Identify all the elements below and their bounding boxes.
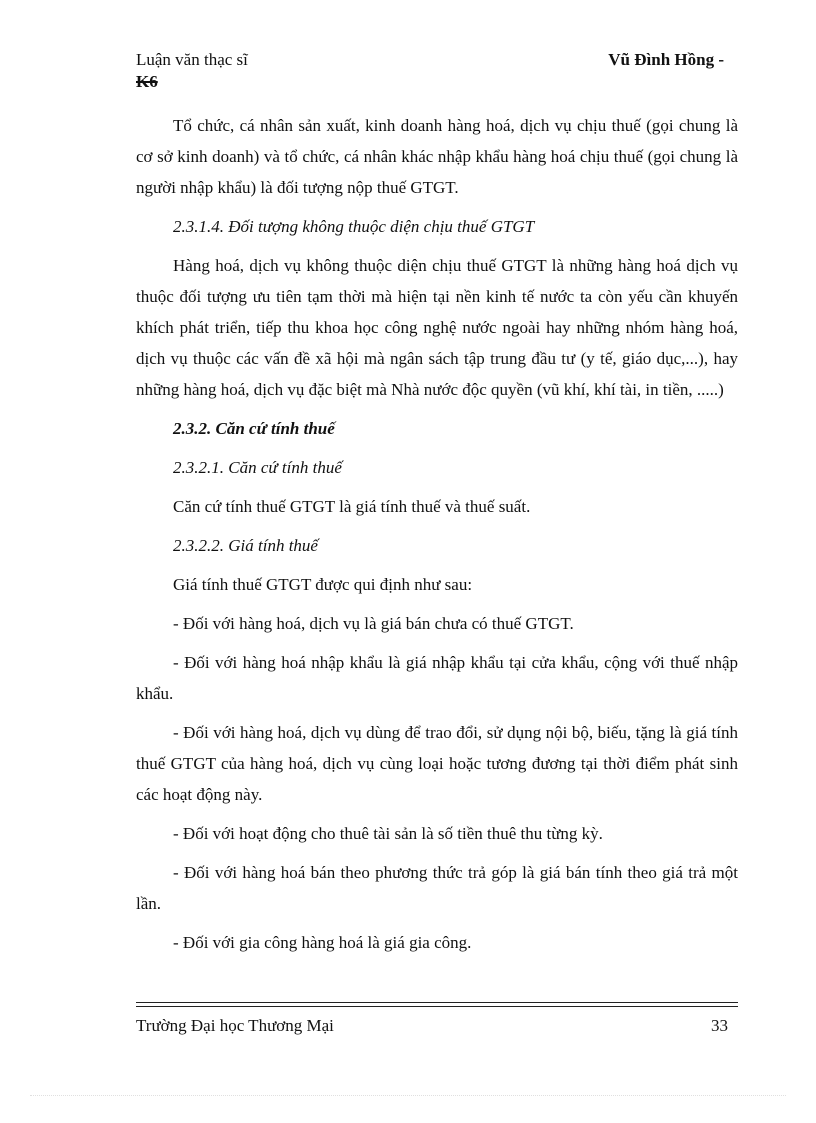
paragraph-taxpayers: Tổ chức, cá nhân sản xuất, kinh doanh hàng hoá, dịch vụ chịu thuế (gọi chung là cơ sở kinh doanh) và tổ chức, cá nhân khác nhập khẩu hàng hoá chịu thuế (gọi chung là người nhập khẩu) là đối tượng nộp thuế GTGT. (136, 116, 738, 197)
page-footer (136, 1015, 728, 1037)
heading-2-3-2-1: 2.3.2.1. Căn cứ tính thuế (173, 458, 342, 477)
page-number: 33 (711, 1016, 728, 1035)
paragraph-non-taxable: Hàng hoá, dịch vụ không thuộc diện chịu thuế GTGT là những hàng hoá dịch vụ thuộc đối tượng ưu tiên tạm thời mà hiện tại nền kinh tế nước ta còn yếu cần khuyến khích phát triển, tiếp thu khoa học công nghệ nước ngoài hay những nhóm hàng hoá, dịch vụ thuộc các vấn đề xã hội mà ngân sách tập trung đầu tư (y tế, giáo dục,...), hay những hàng hoá, dịch vụ đặc biệt mà Nhà nước độc quyền (vũ khí, khí tài, in tiền, .....) (136, 256, 738, 399)
bullet-imported-goods: - Đối với hàng hoá nhập khẩu là giá nhập khẩu tại cửa khẩu, cộng với thuế nhập khẩu. (136, 653, 738, 703)
bullet-installment-sales: - Đối với hàng hoá bán theo phương thức trả góp là giá bán tính theo giá trả một lần. (136, 863, 738, 913)
footer-divider (136, 1002, 738, 1007)
heading-2-3-1-4: 2.3.1.4. Đối tượng không thuộc diện chịu thuế GTGT (173, 217, 535, 236)
page-content (136, 110, 738, 966)
heading-2-3-2-2: 2.3.2.2. Giá tính thuế (173, 536, 318, 555)
paragraph-tax-basis: Căn cứ tính thuế GTGT là giá tính thuế và thuế suất. (173, 497, 531, 516)
heading-2-3-2: 2.3.2. Căn cứ tính thuế (173, 419, 335, 438)
bullet-asset-rental: - Đối với hoạt động cho thuê tài sản là số tiền thuê thu từng kỳ. (173, 824, 603, 843)
header-class-code: K6 (136, 72, 158, 91)
bullet-exchange-internal-use: - Đối với hàng hoá, dịch vụ dùng để trao đổi, sử dụng nội bộ, biếu, tặng là giá tính thuế GTGT của hàng hoá, dịch vụ cùng loại hoặc tương đương tại thời điểm phát sinh các hoạt động này. (136, 723, 738, 804)
bullet-goods-services: - Đối với hàng hoá, dịch vụ là giá bán chưa có thuế GTGT. (173, 614, 574, 633)
footer-school-name: Trường Đại học Thương Mại (136, 1016, 334, 1035)
header-author: Vũ Đình Hồng - (608, 50, 724, 69)
bullet-processing: - Đối với gia công hàng hoá là giá gia công. (173, 933, 472, 952)
header-thesis-label: Luận văn thạc sĩ (136, 50, 248, 69)
page-edge-divider (30, 1095, 786, 1096)
paragraph-taxable-price-intro: Giá tính thuế GTGT được qui định như sau: (173, 575, 473, 594)
